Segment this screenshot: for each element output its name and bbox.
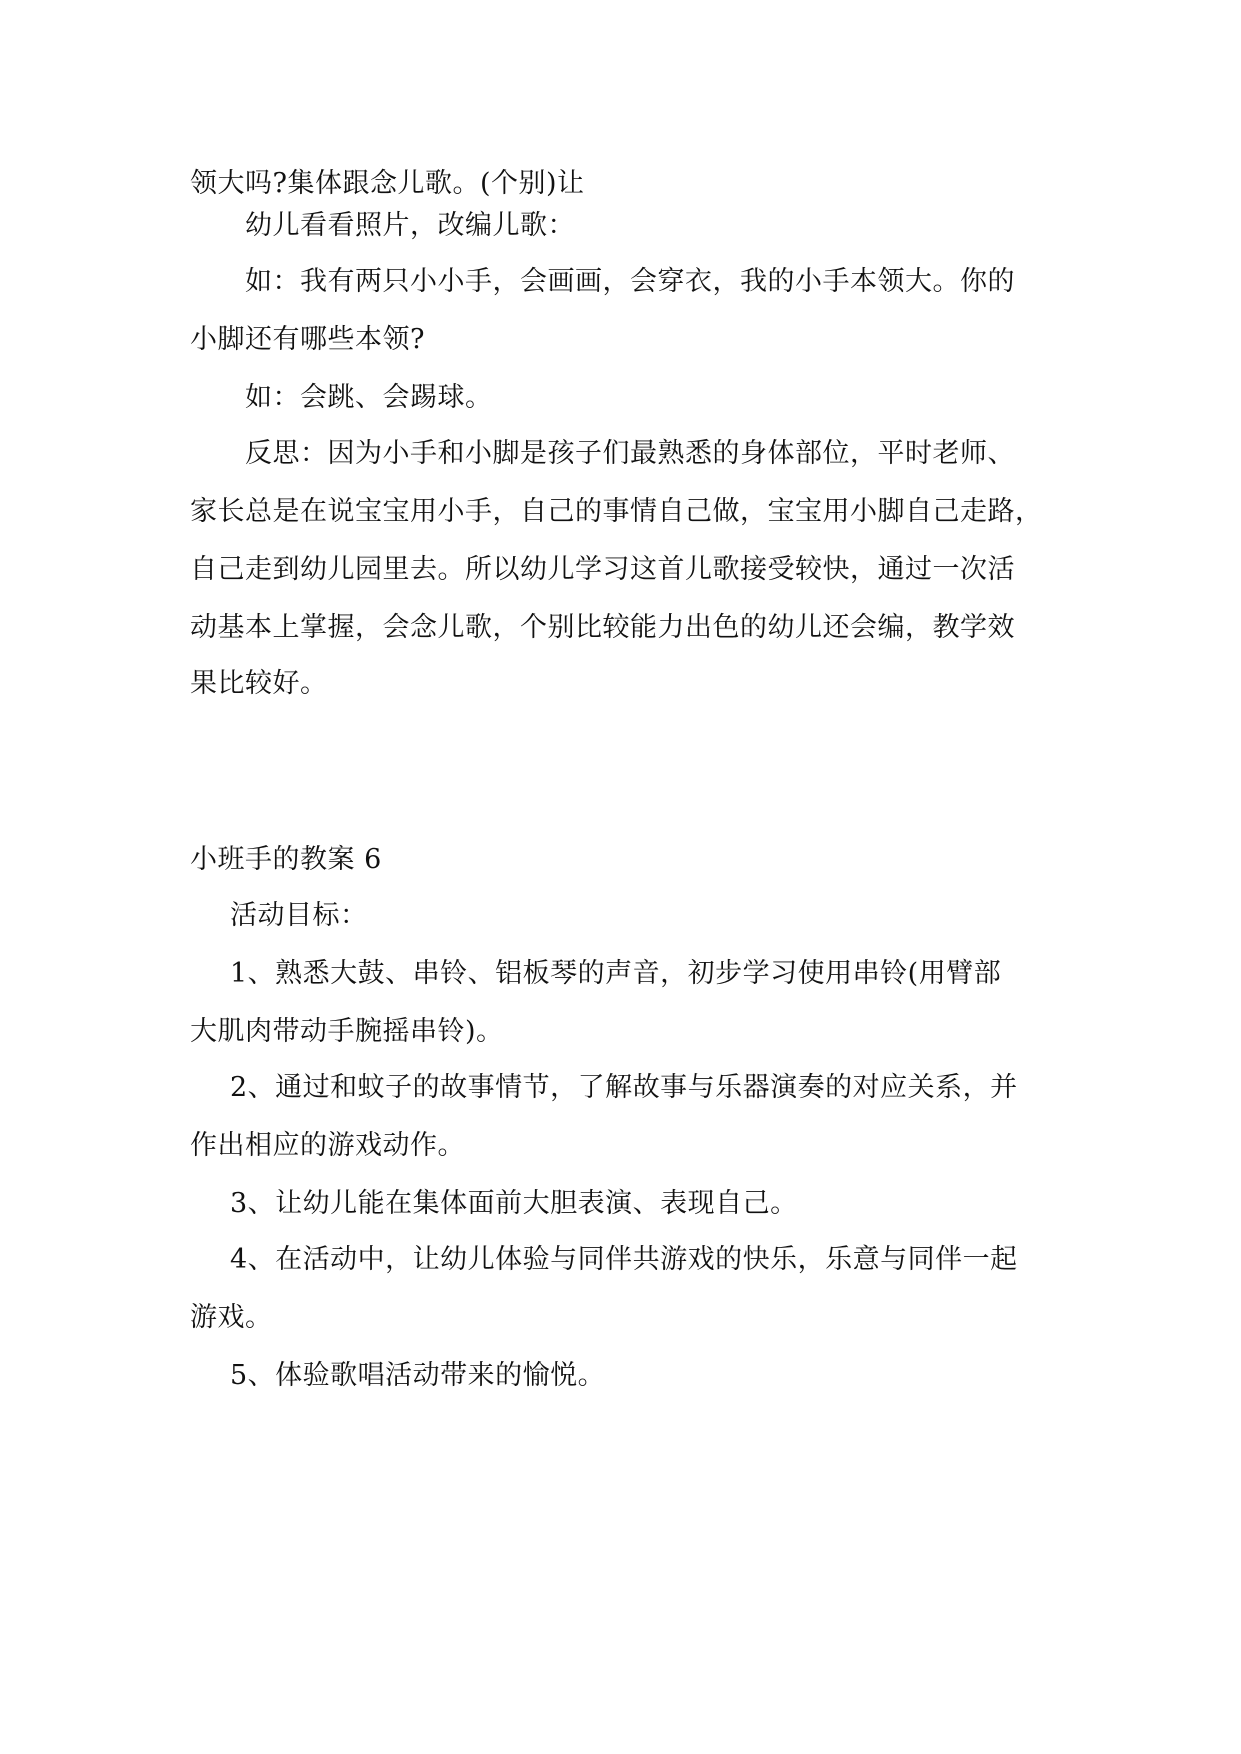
- paragraph-line: 动基本上掌握，会念儿歌，个别比较能力出色的幼儿还会编，教学效: [190, 612, 1015, 643]
- paragraph-line: 3、让幼儿能在集体面前大胆表演、表现自己。: [230, 1188, 798, 1219]
- paragraph-line: 1、熟悉大鼓、串铃、铝板琴的声音，初步学习使用串铃(用臂部: [230, 958, 1002, 989]
- paragraph-line: 如：我有两只小小手，会画画，会穿衣，我的小手本领大。你的: [245, 266, 1015, 297]
- paragraph-line: 4、在活动中，让幼儿体验与同伴共游戏的快乐，乐意与同伴一起: [230, 1244, 1018, 1275]
- paragraph-line: 活动目标：: [230, 900, 368, 931]
- paragraph-line: 大肌肉带动手腕摇串铃)。: [190, 1016, 504, 1047]
- paragraph-line: 幼儿看看照片，改编儿歌：: [245, 210, 575, 241]
- section-title: 小班手的教案 6: [190, 844, 382, 875]
- paragraph-line: 2、通过和蚊子的故事情节，了解故事与乐器演奏的对应关系，并: [230, 1072, 1018, 1103]
- paragraph-line: 果比较好。: [190, 668, 328, 699]
- paragraph-line: 反思：因为小手和小脚是孩子们最熟悉的身体部位，平时老师、: [245, 438, 1015, 469]
- paragraph-line: 领大吗?集体跟念儿歌。(个别)让: [190, 168, 585, 199]
- paragraph-line: 游戏。: [190, 1302, 273, 1333]
- paragraph-line: 家长总是在说宝宝用小手，自己的事情自己做，宝宝用小脚自己走路，: [190, 496, 1043, 527]
- paragraph-line: 自己走到幼儿园里去。所以幼儿学习这首儿歌接受较快，通过一次活: [190, 554, 1015, 585]
- paragraph-line: 作出相应的游戏动作。: [190, 1130, 465, 1161]
- paragraph-line: 如：会跳、会踢球。: [245, 382, 493, 413]
- paragraph-line: 5、体验歌唱活动带来的愉悦。: [230, 1360, 606, 1391]
- paragraph-line: 小脚还有哪些本领?: [190, 324, 425, 355]
